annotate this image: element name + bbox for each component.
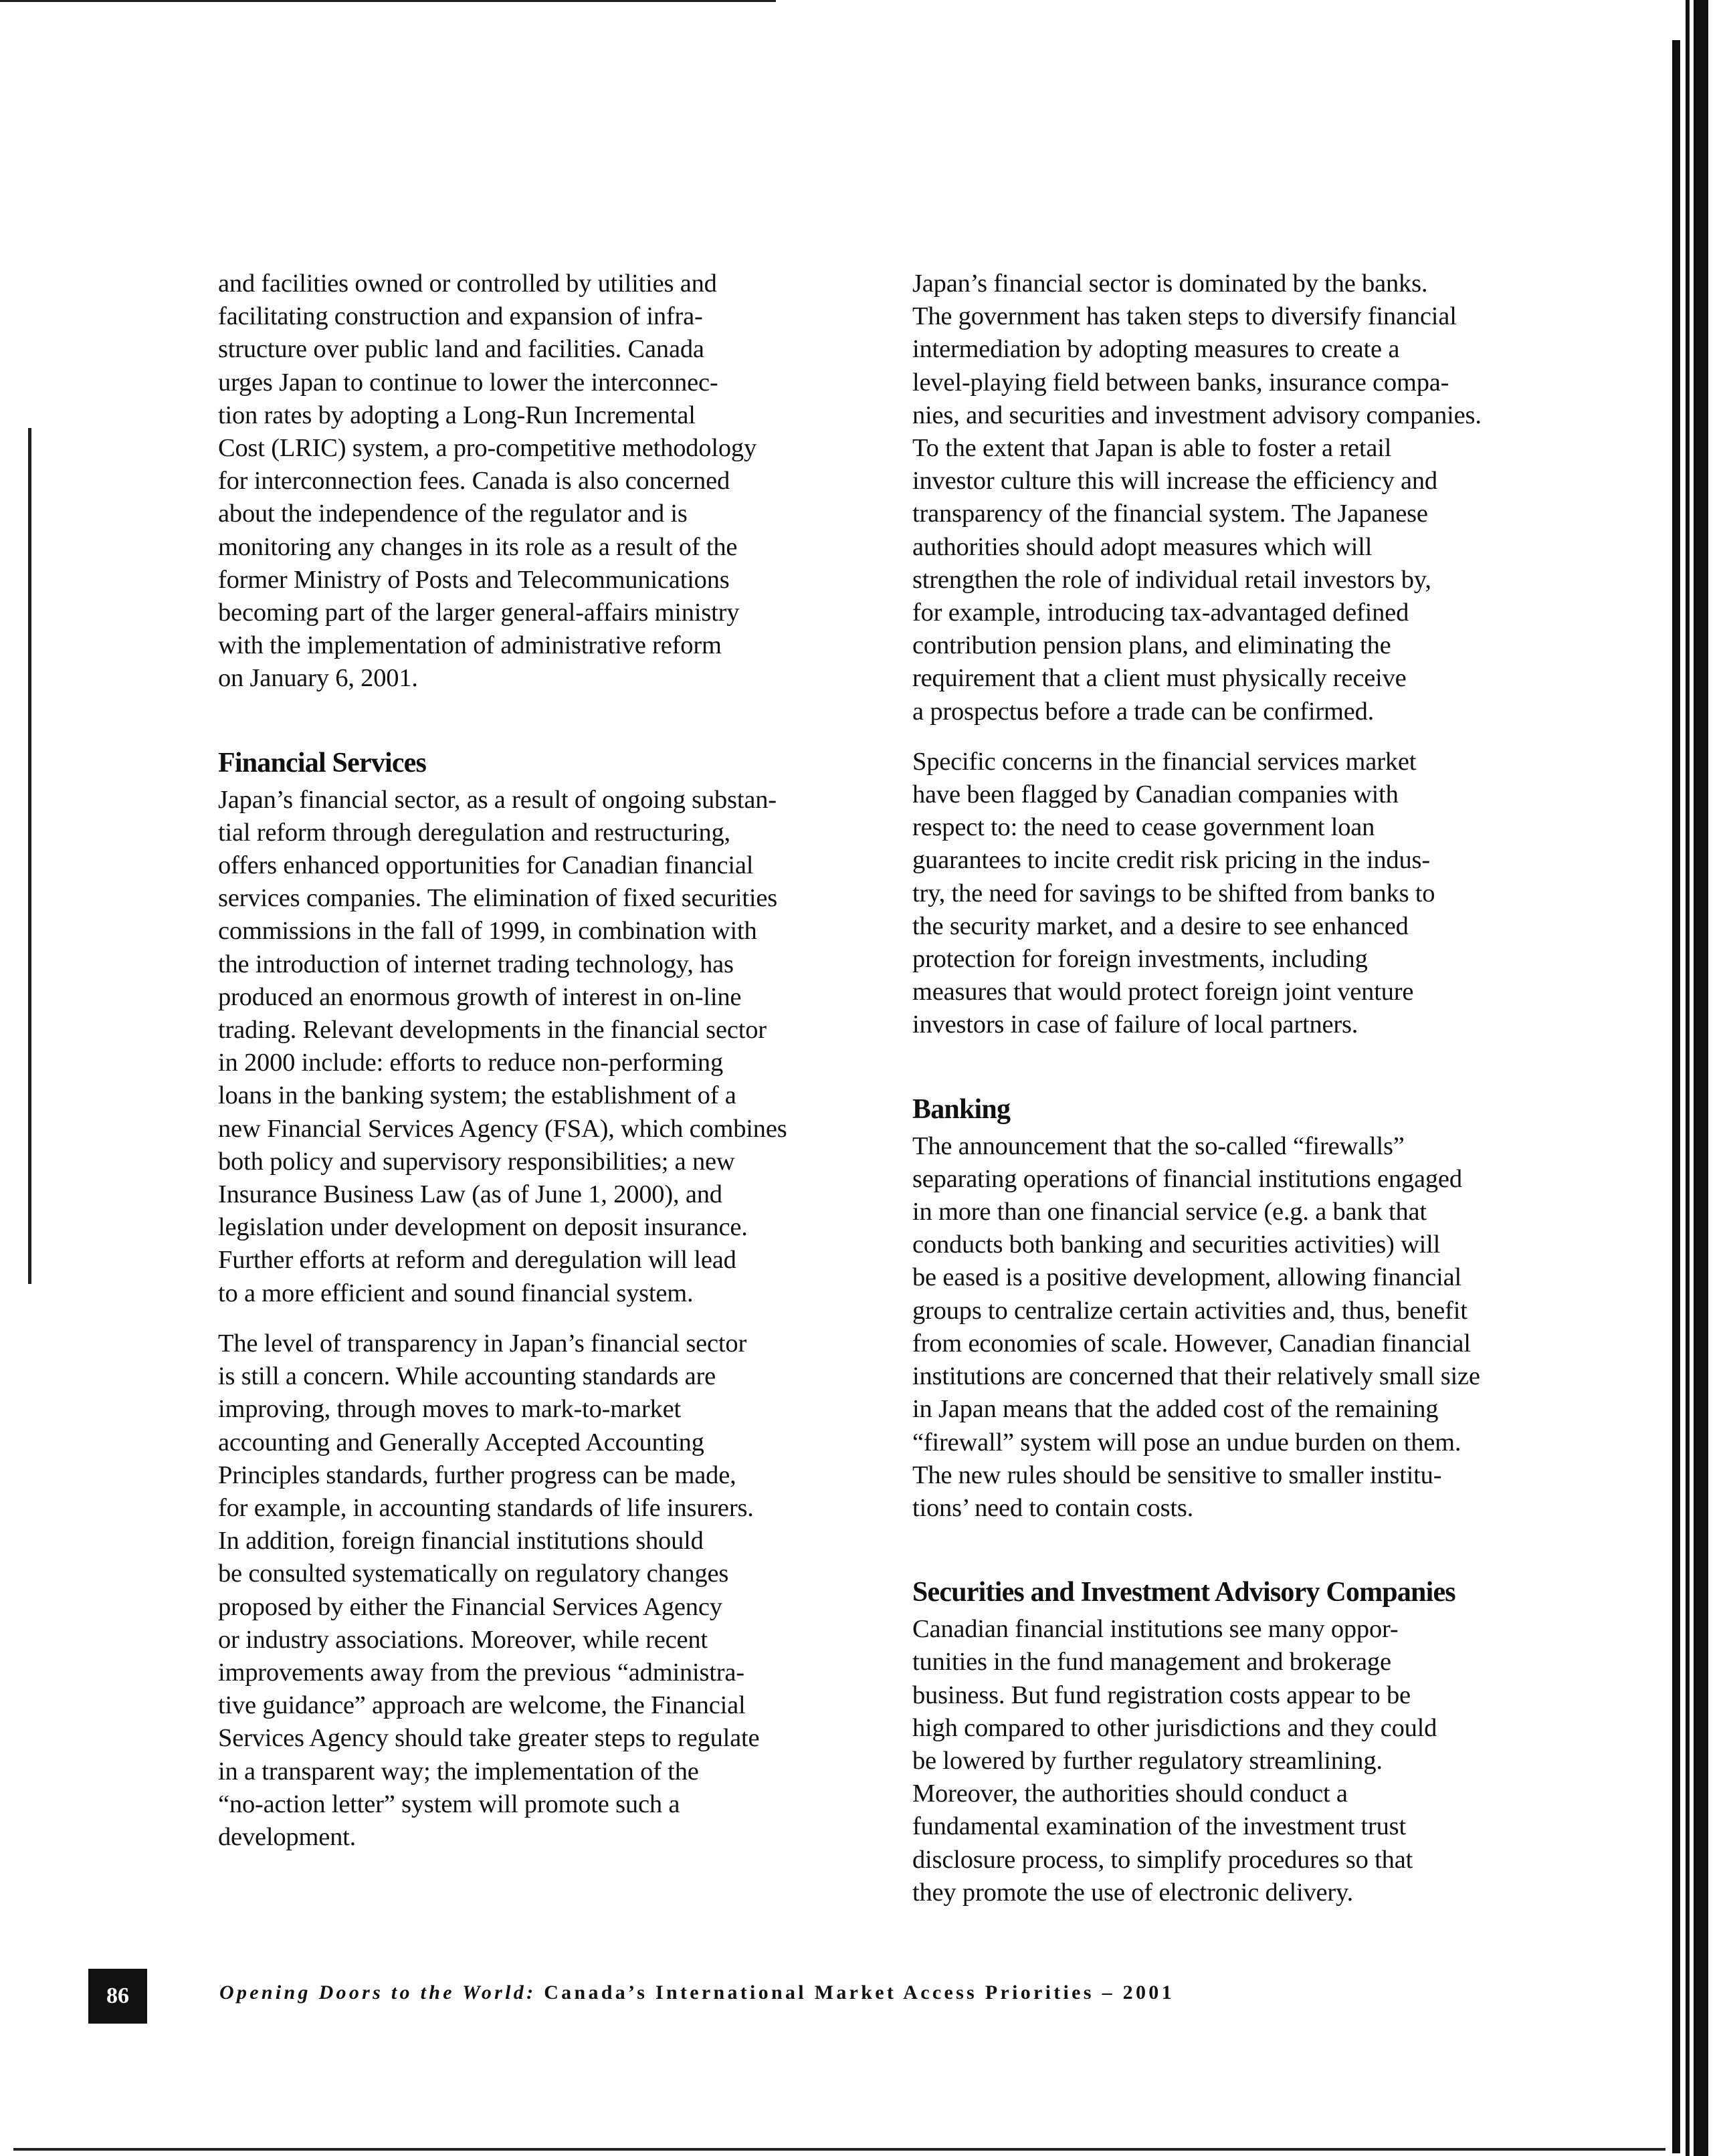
scan-top-rule (0, 0, 776, 2)
right-column (912, 267, 1528, 1927)
financial-services-paragraph: Japan’s financial sector, as a result of ongoing substan- tial reform through deregulation and restructuring, offers enhanced opportunities for Canadian financial services companies. The elimination of fixed securities commissions in the fall of 1999, in combination with the introduction of internet trading technology, has produced an enormous growth of interest in on-line trading. Relevant developments in the financial sector in 2000 include: efforts to reduce non-performing loans in the banking system; the establishment of a new Financial Services Agency (FSA), which combines both policy and supervisory responsibilities; a new Insurance Business Law (as of June 1, 2000), and legislation under development on deposit insurance. Further efforts at reform and deregulation will lead to a more efficient and sound financial system. (218, 785, 787, 1307)
scan-left-margin-bar (28, 428, 31, 1284)
intro-paragraph: and facilities owned or controlled by utilities and facilitating construction and expansion of infra- structure over public land and facilities. Canada urges Japan to continue to lower the interconnec- tion rates by adopting a Long-Run Incremental Cost (LRIC) system, a pro-competitive methodology for interconnection fees. Canada is also concerned about the independence of the regulator and is monitoring any changes in its role as a result of the former Ministry of Posts and Telecommunications becoming part of the larger general-affairs ministry with the implementation of administrative reform on January 6, 2001. (218, 270, 756, 693)
footer-title-italic: Opening Doors to the World: (219, 1981, 536, 2004)
scan-right-edge-bar (1672, 40, 1680, 2153)
scan-right-edge-bar (1686, 0, 1690, 2156)
scan-bottom-rule (13, 2148, 1665, 2151)
section-heading-banking: Banking (912, 1093, 1011, 1125)
section-heading-securities: Securities and Investment Advisory Companies (912, 1577, 1455, 1608)
scan-right-edge-bar (1694, 0, 1708, 2156)
specific-concerns-paragraph: Specific concerns in the financial services market have been flagged by Canadian companies with respect to: the need to cease government loan guarantees to incite credit risk pricing in the indus- try, the need for savings to be shifted from banks to the security market, and a desire to see enhanced protection for foreign investments, including measures that would protect foreign joint venture investors in case of failure of local partners. (912, 747, 1435, 1039)
running-footer-title (219, 1978, 1175, 2008)
banks-dominance-paragraph: Japan’s financial sector is dominated by the banks. The government has taken steps to diversify financial intermediation by adopting measures to create a level-playing field between banks, insurance compa- nies, and securities and investment advisory companies. To the extent that Japan is able to foster a retail investor culture this will increase the efficiency and transparency of the financial system. The Japanese authorities should adopt measures which will strengthen the role of individual retail investors by, for example, introducing tax-advantaged defined contribution pension plans, and eliminating the requirement that a client must physically receive a prospectus before a trade can be confirmed. (912, 270, 1482, 726)
page-footer (88, 1969, 1627, 2024)
section-heading-financial-services: Financial Services (218, 747, 427, 778)
securities-paragraph: Canadian financial institutions see many oppor- tunities in the fund management and brokerage business. But fund registration costs appear to be high compared to other jurisdictions and they could be lowered by further regulatory streamlining. Moreover, the authorities should conduct a fundamental examination of the investment trust disclosure process, to simplify procedures so that they promote the use of electronic delivery. (912, 1615, 1437, 1907)
left-column (218, 267, 836, 1871)
transparency-paragraph: The level of transparency in Japan’s financial sector is still a concern. While accounting standards are improving, through moves to mark-to-market accounting and Generally Accepted Accounting Principles standards, further progress can be made, for example, in accounting standards of life insurers. In addition, foreign financial institutions should be consulted systematically on regulatory changes proposed by either the Financial Services Agency or industry associations. Moreover, while recent improvements away from the previous “administra- tive guidance” approach are welcome, the Financial Services Agency should take greater steps to regulate in a transparent way; the implementation of the “no-action letter” system will promote such a development. (218, 1329, 760, 1851)
footer-title-rest: Canada’s International Market Access Priorities – 2001 (544, 1981, 1175, 2004)
page-number: 86 (88, 1969, 147, 2024)
banking-paragraph: The announcement that the so-called “firewalls” separating operations of financial institutions engaged in more than one financial service (e.g. a bank that conducts both banking and securities activities) will be eased is a positive development, allowing financial groups to centralize certain activities and, thus, benefit from economies of scale. However, Canadian financial institutions are concerned that their relatively small size in Japan means that the added cost of the remaining “firewall” system will pose an undue burden on them. The new rules should be sensitive to smaller institu- tions’ need to contain costs. (912, 1131, 1480, 1522)
